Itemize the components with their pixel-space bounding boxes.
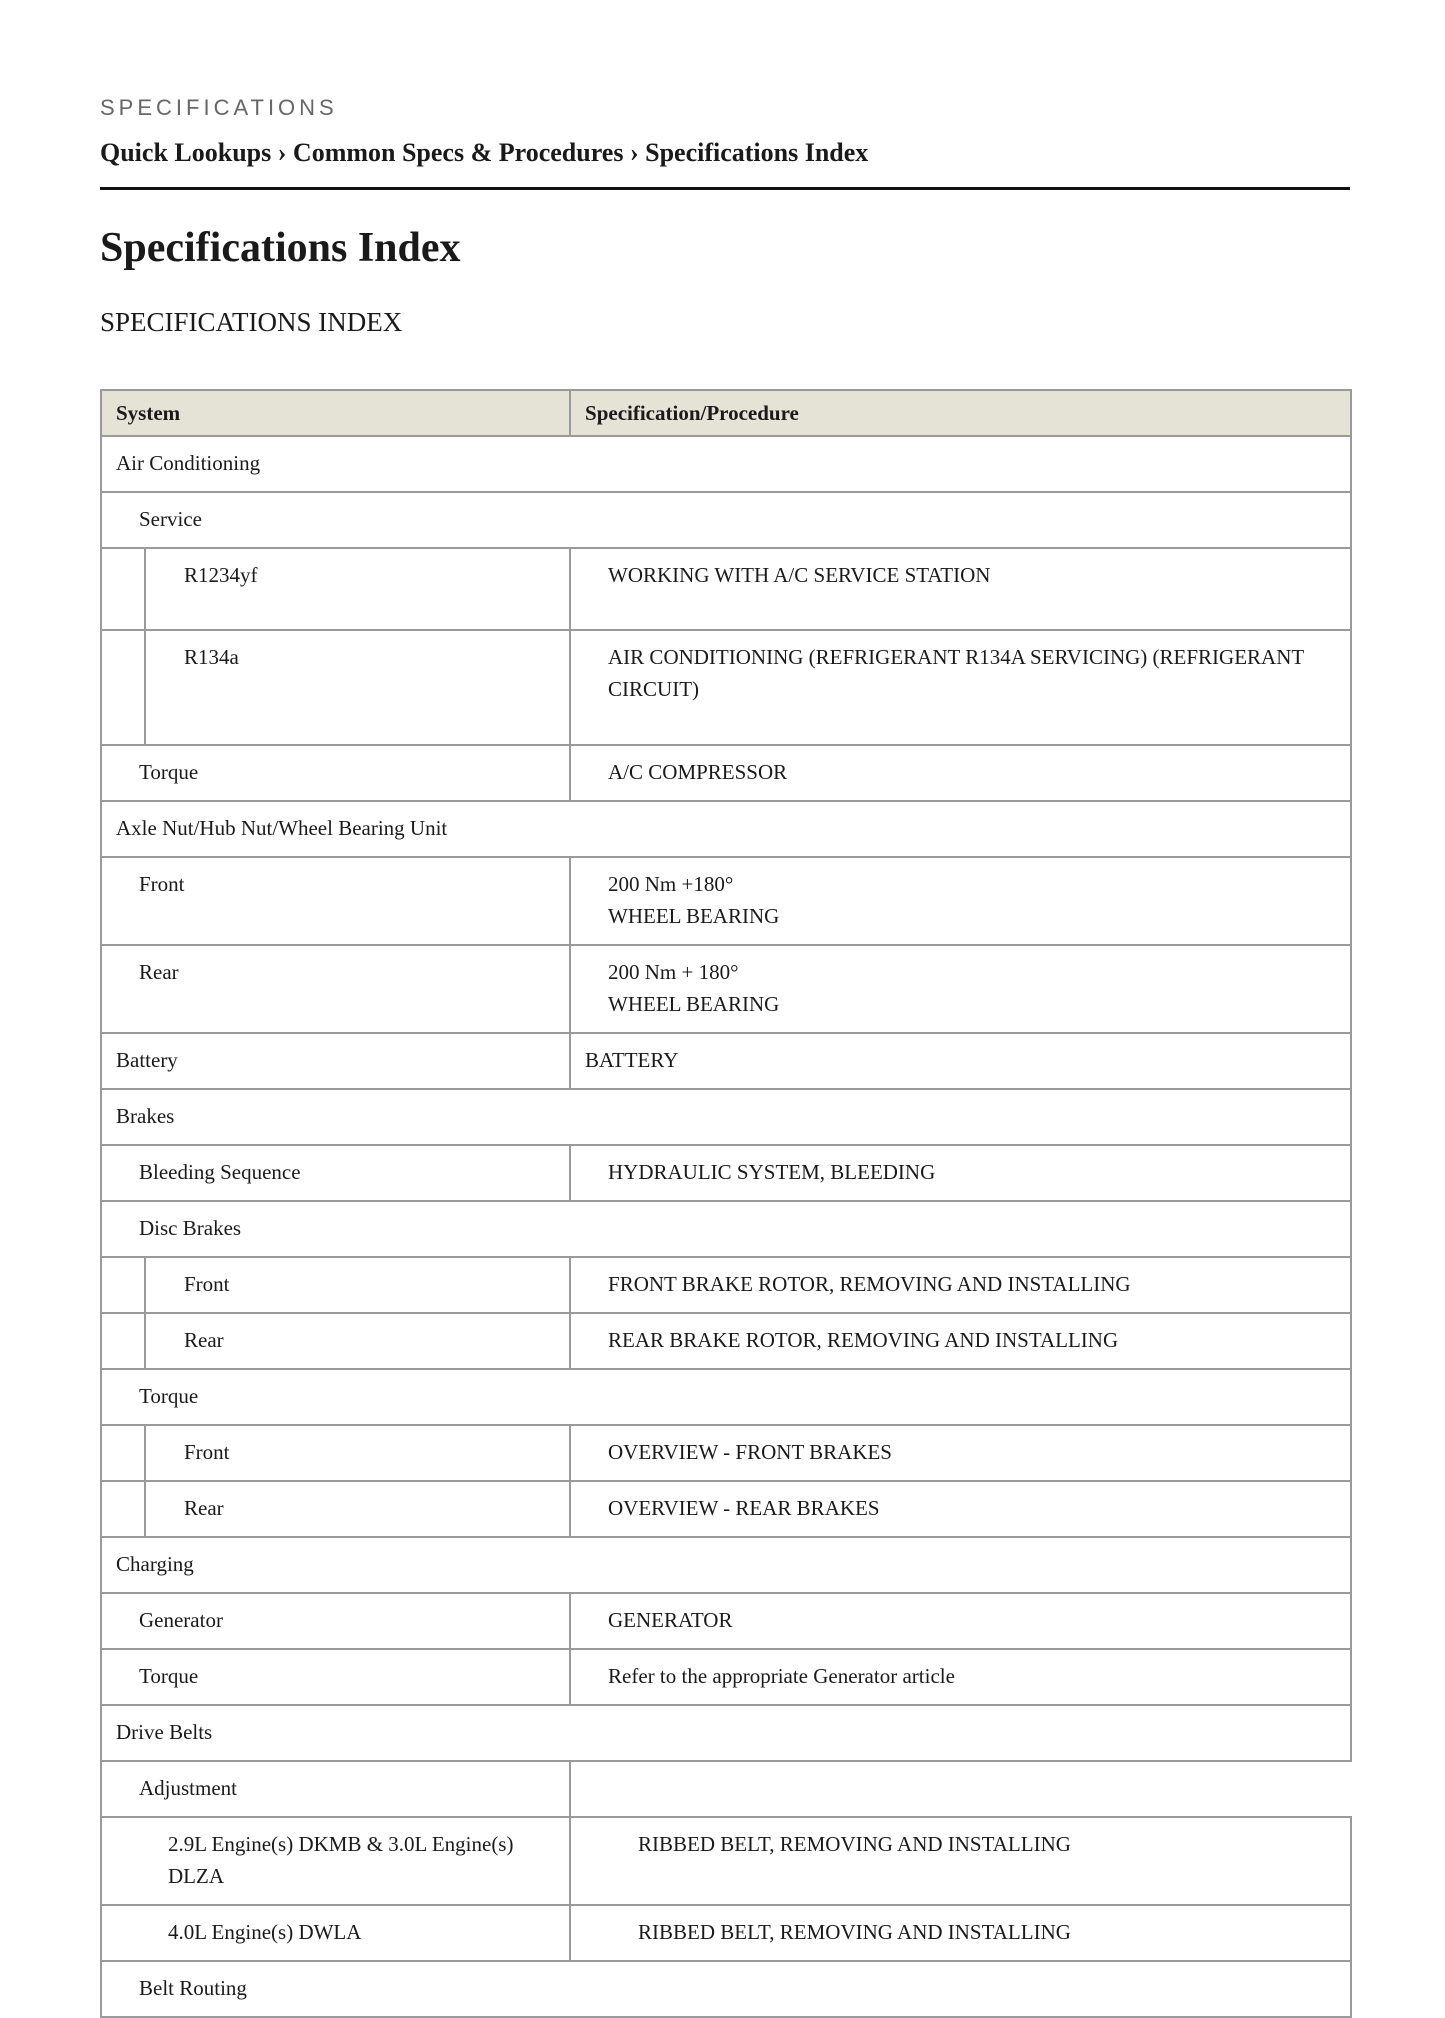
table-row — [101, 1201, 1351, 1257]
row-spec-link[interactable]: 200 Nm + 180° WHEEL BEARING — [570, 945, 1351, 1033]
breadcrumb-common-specs[interactable]: Common Specs & Procedures — [292, 138, 624, 167]
indent-cell — [101, 1313, 145, 1369]
table-row — [101, 857, 1351, 945]
row-spec-link[interactable]: RIBBED BELT, REMOVING AND INSTALLING — [570, 1817, 1351, 1905]
indent-cell — [101, 1481, 145, 1537]
row-spec-link[interactable]: OVERVIEW - REAR BRAKES — [570, 1481, 1351, 1537]
row-label: Bleeding Sequence — [101, 1145, 570, 1201]
page-subtitle: SPECIFICATIONS INDEX — [100, 307, 403, 337]
table-row — [101, 1705, 1351, 1761]
table-row — [101, 492, 1351, 548]
row-spec-link[interactable]: FRONT BRAKE ROTOR, REMOVING AND INSTALLING — [570, 1257, 1351, 1313]
row-spec-link[interactable]: BATTERY — [570, 1033, 1351, 1089]
table-row — [101, 945, 1351, 1033]
group-axle-nut: Axle Nut/Hub Nut/Wheel Bearing Unit — [101, 801, 1351, 857]
row-spec-link[interactable]: AIR CONDITIONING (REFRIGERANT R134A SERVICING) (REFRIGERANT CIRCUIT) — [570, 630, 1351, 745]
table-row — [101, 1481, 1351, 1537]
breadcrumb-separator: › — [271, 138, 293, 167]
table-row — [101, 745, 1351, 801]
table-row — [101, 1257, 1351, 1313]
header-divider — [100, 187, 1350, 190]
row-label: Rear — [145, 1313, 570, 1369]
subgroup-disc-brakes: Disc Brakes — [101, 1201, 1351, 1257]
row-spec-link[interactable]: 200 Nm +180° WHEEL BEARING — [570, 857, 1351, 945]
group-charging: Charging — [101, 1537, 1351, 1593]
row-label: Torque — [101, 1649, 570, 1705]
row-label: 4.0L Engine(s) DWLA — [101, 1905, 570, 1961]
table-row — [101, 548, 1351, 630]
row-spec-text: Refer to the appropriate Generator article — [570, 1649, 1351, 1705]
table-row — [101, 1145, 1351, 1201]
group-brakes: Brakes — [101, 1089, 1351, 1145]
table-row — [101, 1817, 1351, 1905]
breadcrumb-specifications-index: Specifications Index — [645, 138, 869, 167]
breadcrumb-quick-lookups[interactable]: Quick Lookups — [100, 138, 272, 167]
table-row — [101, 1761, 1351, 1817]
indent-cell — [101, 548, 145, 630]
table-row — [101, 1313, 1351, 1369]
table-header-row — [101, 390, 1351, 436]
row-spec-link[interactable]: OVERVIEW - FRONT BRAKES — [570, 1425, 1351, 1481]
column-header-system: System — [101, 390, 570, 436]
row-label: Rear — [145, 1481, 570, 1537]
table-row — [101, 1537, 1351, 1593]
table-row — [101, 436, 1351, 492]
row-label: 2.9L Engine(s) DKMB & 3.0L Engine(s) DLZA — [101, 1817, 570, 1905]
table-row — [101, 1033, 1351, 1089]
subgroup-ac-service: Service — [101, 492, 1351, 548]
row-spec-link[interactable]: WORKING WITH A/C SERVICE STATION — [570, 548, 1351, 630]
table-row — [101, 1089, 1351, 1145]
row-spec-link[interactable]: GENERATOR — [570, 1593, 1351, 1649]
subgroup-belt-routing: Belt Routing — [101, 1961, 1351, 2017]
table-row — [101, 1593, 1351, 1649]
breadcrumb-separator: › — [623, 138, 646, 167]
row-label: R1234yf — [145, 548, 570, 630]
empty-cell — [570, 1761, 1351, 1817]
page-title: Specifications Index — [100, 225, 461, 271]
group-drive-belts: Drive Belts — [101, 1705, 1351, 1761]
row-label: R134a — [145, 630, 570, 745]
row-spec-link[interactable]: RIBBED BELT, REMOVING AND INSTALLING — [570, 1905, 1351, 1961]
row-label: Front — [145, 1257, 570, 1313]
row-label: Battery — [101, 1033, 570, 1089]
table-row — [101, 801, 1351, 857]
row-spec-link[interactable]: REAR BRAKE ROTOR, REMOVING AND INSTALLING — [570, 1313, 1351, 1369]
group-air-conditioning: Air Conditioning — [101, 436, 1351, 492]
row-spec-link[interactable]: A/C COMPRESSOR — [570, 745, 1351, 801]
subgroup-brakes-torque: Torque — [101, 1369, 1351, 1425]
subgroup-belts-adjustment: Adjustment — [101, 1761, 570, 1817]
breadcrumb — [100, 138, 868, 168]
indent-cell — [101, 1257, 145, 1313]
table-row — [101, 1369, 1351, 1425]
row-spec-link[interactable]: HYDRAULIC SYSTEM, BLEEDING — [570, 1145, 1351, 1201]
table-row — [101, 1425, 1351, 1481]
row-label: Front — [145, 1425, 570, 1481]
row-label: Front — [101, 857, 570, 945]
specifications-table — [100, 389, 1352, 2018]
table-row — [101, 1649, 1351, 1705]
table-row — [101, 1961, 1351, 2017]
table-row — [101, 630, 1351, 745]
column-header-spec: Specification/Procedure — [570, 390, 1351, 436]
table-row — [101, 1905, 1351, 1961]
indent-cell — [101, 630, 145, 745]
row-label: Generator — [101, 1593, 570, 1649]
row-label: Torque — [101, 745, 570, 801]
indent-cell — [101, 1425, 145, 1481]
row-label: Rear — [101, 945, 570, 1033]
section-eyebrow: SPECIFICATIONS — [100, 95, 338, 120]
